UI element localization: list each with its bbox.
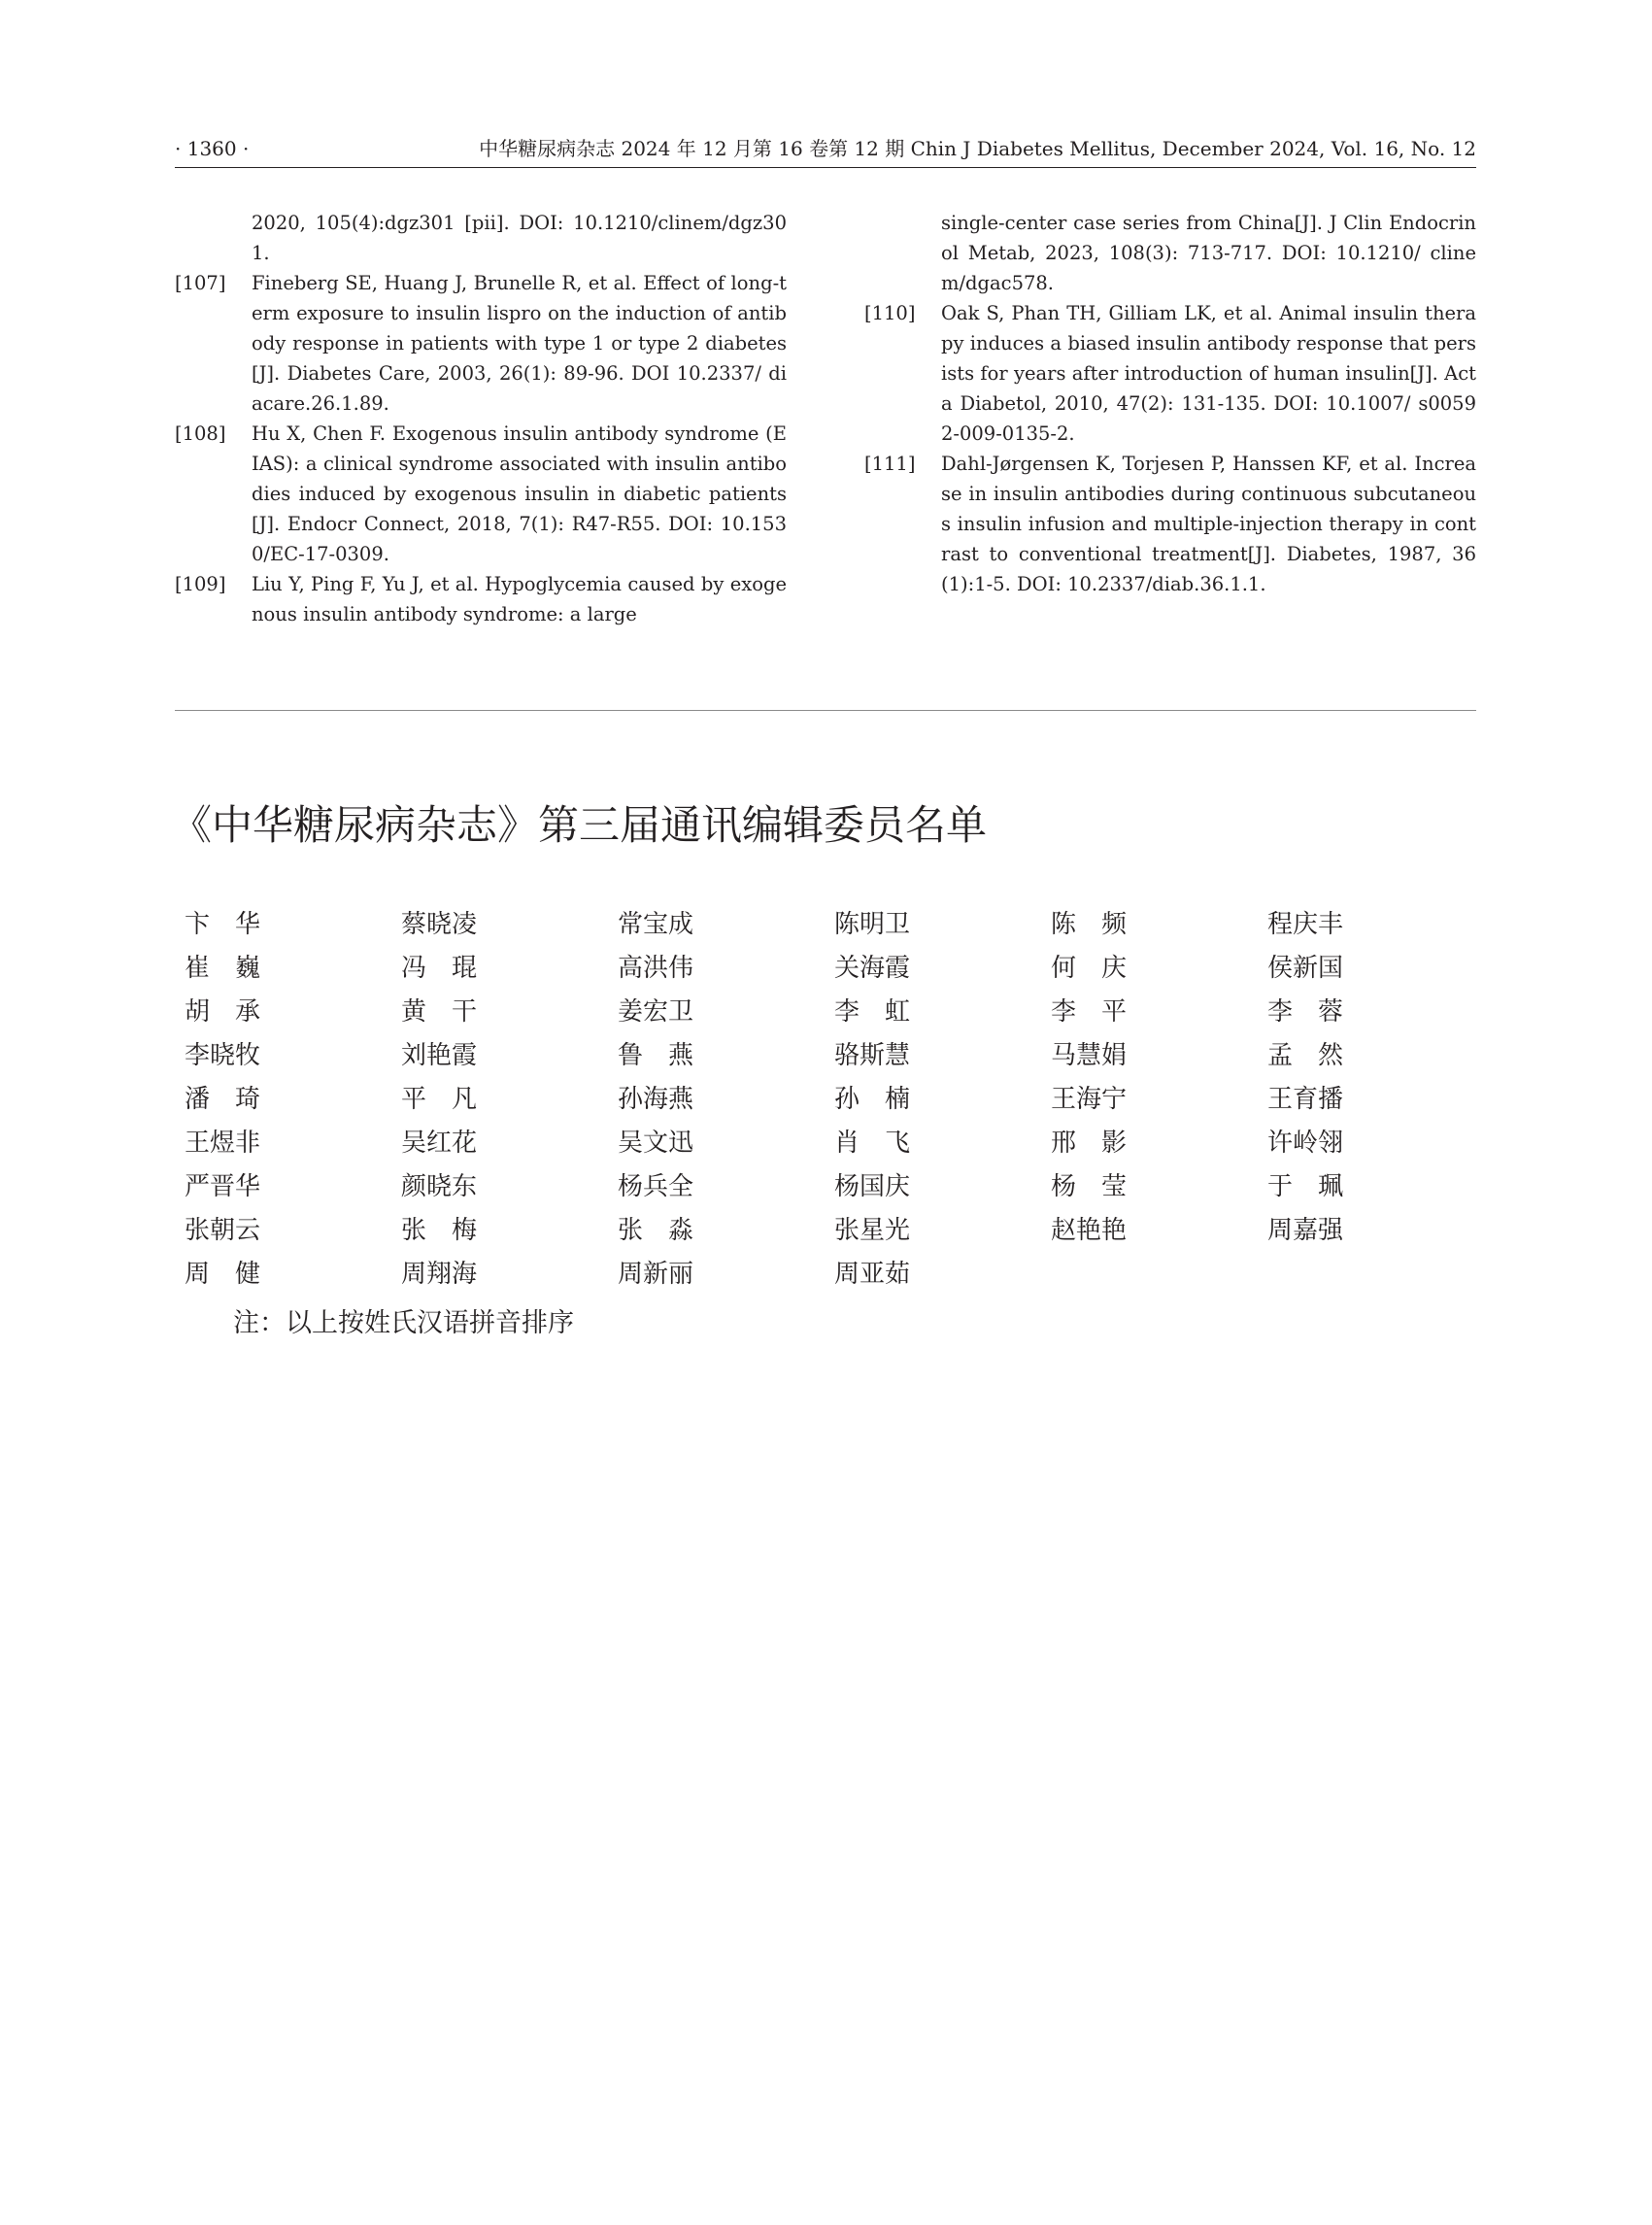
reference-entry <box>175 569 787 629</box>
reference-entry <box>175 419 787 569</box>
editor-name: 李 平 <box>1051 997 1128 1027</box>
editor-name: 胡 承 <box>185 997 261 1027</box>
editor-name: 张朝云 <box>185 1216 261 1245</box>
reference-number <box>175 208 252 268</box>
editor-name: 周亚茹 <box>834 1260 911 1289</box>
editor-name: 李 蓉 <box>1267 997 1344 1027</box>
reference-entry <box>175 208 787 268</box>
editor-name: 杨 莹 <box>1051 1172 1128 1201</box>
editor-name: 王煜非 <box>185 1129 261 1158</box>
editor-name: 姜宏卫 <box>618 997 694 1027</box>
editor-name: 吴文迅 <box>618 1129 694 1158</box>
editor-name: 冯 琨 <box>401 954 478 983</box>
reference-text: Dahl-Jørgensen K, Torjesen P, Hanssen KF, et al. Increase in insulin antibodies during continuous subcutaneous insulin infusion and multiple-injection therapy in contrast to conventional treatment[J]. Diabetes, 1987, 36(1):1-5. DOI: 10.2337/diab.36.1.1. <box>941 453 1476 595</box>
editor-name: 肖 飞 <box>834 1129 911 1158</box>
editor-name: 王育播 <box>1267 1085 1344 1114</box>
editor-name: 周新丽 <box>618 1260 694 1289</box>
page-number: · 1360 · <box>175 137 250 160</box>
reference-number: [110] <box>864 302 916 324</box>
reference-text: Oak S, Phan TH, Gilliam LK, et al. Animal insulin therapy induces a biased insulin antibody response that persists for years after introduction of human insulin[J]. Acta Diabetol, 2010, 47(2): 131-135. DOI: 10.1007/ s00592-009-0135-2. <box>941 302 1476 445</box>
editor-name: 孟 然 <box>1267 1041 1344 1070</box>
section-divider <box>175 710 1476 711</box>
editor-name: 邢 影 <box>1051 1129 1128 1158</box>
reference-entry <box>864 298 1476 449</box>
reference-number: [107] <box>175 272 226 294</box>
reference-number <box>864 208 941 298</box>
editor-name: 杨国庆 <box>834 1172 911 1201</box>
reference-number: [108] <box>175 422 226 445</box>
editor-name: 陈 频 <box>1051 910 1128 939</box>
running-header <box>175 134 1476 168</box>
editor-name: 周翔海 <box>401 1260 478 1289</box>
editor-name-grid <box>185 903 1457 1297</box>
reference-number: [111] <box>864 453 916 475</box>
editor-name: 吴红花 <box>401 1129 478 1158</box>
editor-name: 刘艳霞 <box>401 1041 478 1070</box>
editor-name: 赵艳艳 <box>1051 1216 1128 1245</box>
editor-name: 骆斯慧 <box>834 1041 911 1070</box>
editor-name: 平 凡 <box>401 1085 478 1114</box>
journal-running-title: 中华糖尿病杂志 2024 年 12 月第 16 卷第 12 期 Chin J Diabetes Mellitus, December 2024, Vol. 16, No. 12 <box>479 137 1476 160</box>
editor-name: 张 梅 <box>401 1216 478 1245</box>
editor-name: 关海霞 <box>834 954 911 983</box>
editor-name: 潘 琦 <box>185 1085 261 1114</box>
editor-name: 程庆丰 <box>1267 910 1344 939</box>
editor-name: 常宝成 <box>618 910 694 939</box>
editor-name: 高洪伟 <box>618 954 694 983</box>
reference-number: [109] <box>175 573 226 595</box>
reference-entry <box>864 449 1476 599</box>
editor-name: 周嘉强 <box>1267 1216 1344 1245</box>
editor-name: 卞 华 <box>185 910 261 939</box>
editor-name: 何 庆 <box>1051 954 1128 983</box>
editor-name: 马慧娟 <box>1051 1041 1128 1070</box>
reference-text: Liu Y, Ping F, Yu J, et al. Hypoglycemia caused by exogenous insulin antibody syndrome: a large <box>252 573 787 625</box>
editor-name: 李晓牧 <box>185 1041 261 1070</box>
editor-name: 孙 楠 <box>834 1085 911 1114</box>
editor-name: 鲁 燕 <box>618 1041 694 1070</box>
reference-text: 2020, 105(4):dgz301 [pii]. DOI: 10.1210/clinem/dgz301. <box>252 212 787 264</box>
editor-name: 杨兵全 <box>618 1172 694 1201</box>
reference-text: Hu X, Chen F. Exogenous insulin antibody syndrome (EIAS): a clinical syndrome associated with insulin antibodies induced by exogenous insulin in diabetic patients[J]. Endocr Connect, 2018, 7(1): R47-R55. DOI: 10.1530/EC-17-0309. <box>252 422 787 565</box>
references-left-column <box>175 208 787 629</box>
editor-name: 黄 干 <box>401 997 478 1027</box>
editor-name: 张 淼 <box>618 1216 694 1245</box>
editor-name: 于 珮 <box>1267 1172 1344 1201</box>
sorting-note: 注：以上按姓氏汉语拼音排序 <box>233 1308 574 1338</box>
editor-name: 孙海燕 <box>618 1085 694 1114</box>
editor-name: 周 健 <box>185 1260 261 1289</box>
editor-name: 李 虹 <box>834 997 911 1027</box>
reference-entry <box>175 268 787 419</box>
editor-name: 蔡晓凌 <box>401 910 478 939</box>
editor-name: 许岭翎 <box>1267 1129 1344 1158</box>
references-right-column <box>864 208 1476 599</box>
editor-name: 陈明卫 <box>834 910 911 939</box>
reference-text: Fineberg SE, Huang J, Brunelle R, et al. Effect of long-term exposure to insulin lispro on the induction of antibody response in patients with type 1 or type 2 diabetes[J]. Diabetes Care, 2003, 26(1): 89-96. DOI 10.2337/ diacare.26.1.89. <box>252 272 787 415</box>
editor-name: 严晋华 <box>185 1172 261 1201</box>
section-title: 《中华糖尿病杂志》第三届通讯编辑委员名单 <box>171 801 988 849</box>
editor-name: 侯新国 <box>1267 954 1344 983</box>
editor-name: 颜晓东 <box>401 1172 478 1201</box>
reference-text: single-center case series from China[J]. J Clin Endocrinol Metab, 2023, 108(3): 713-717. DOI: 10.1210/ clinem/dgac578. <box>941 212 1476 294</box>
editor-name: 张星光 <box>834 1216 911 1245</box>
reference-entry <box>864 208 1476 298</box>
editor-name: 崔 巍 <box>185 954 261 983</box>
editor-name: 王海宁 <box>1051 1085 1128 1114</box>
